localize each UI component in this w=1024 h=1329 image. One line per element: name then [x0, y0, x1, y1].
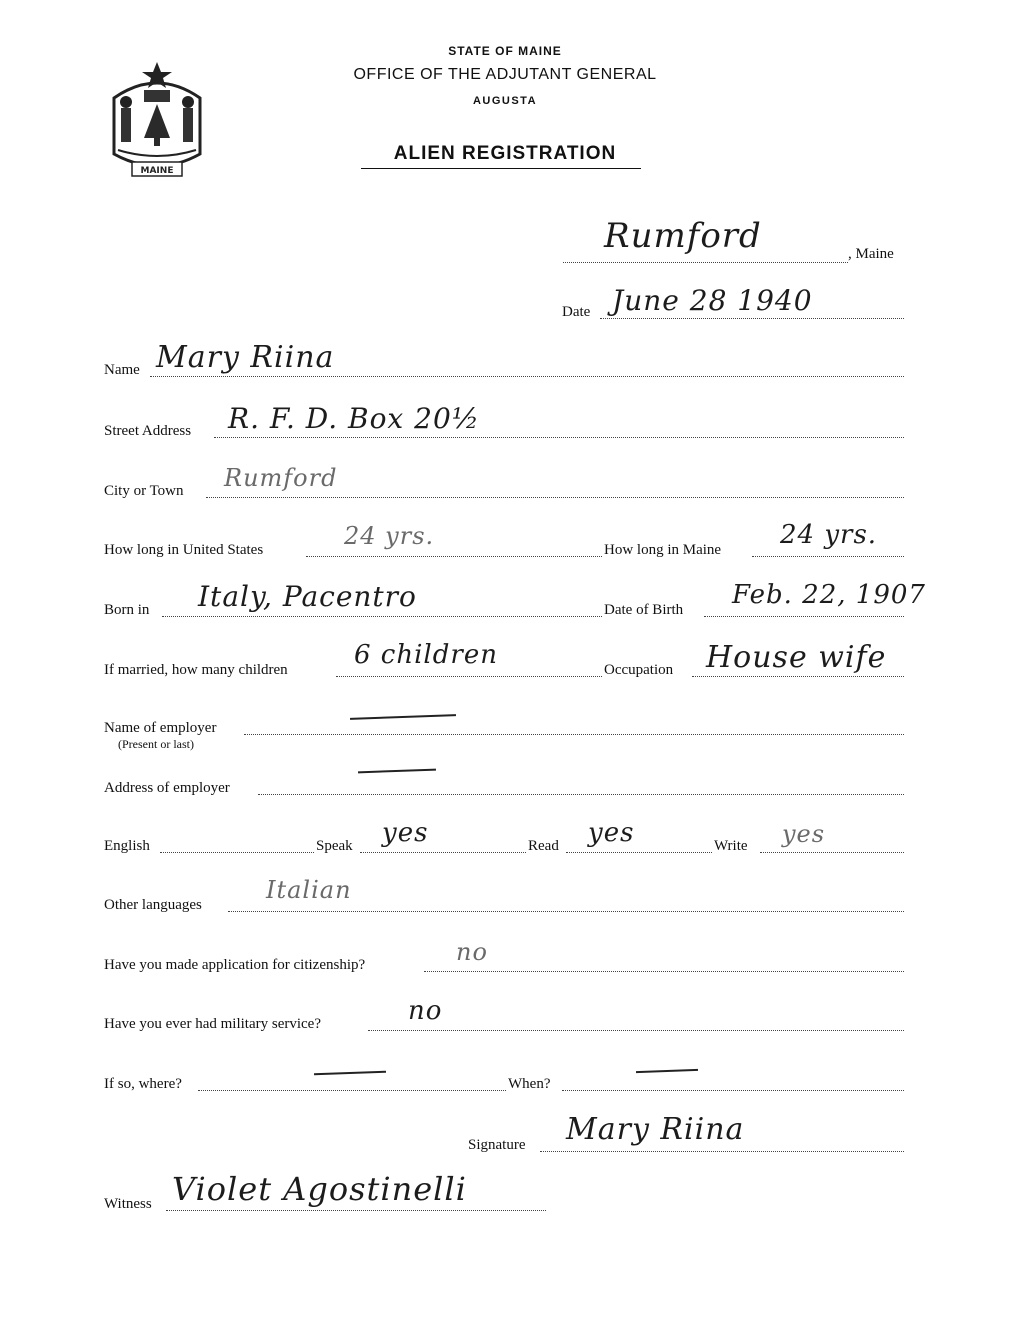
how-long-us-line: [306, 556, 602, 557]
citizenship-label: Have you made application for citizenship?: [104, 957, 366, 973]
name-line: [150, 376, 904, 377]
if-so-where-label: If so, where?: [104, 1076, 182, 1092]
read-entry[interactable]: yes: [588, 818, 635, 848]
speak-line: [360, 852, 526, 853]
speak-label: Speak: [316, 838, 353, 854]
how-long-maine-entry[interactable]: 24 yrs.: [780, 520, 878, 550]
date-entry[interactable]: June 28 1940: [612, 284, 813, 317]
signature-label: Signature: [468, 1137, 526, 1153]
military-label: Have you ever had military service?: [104, 1016, 321, 1032]
occupation-label: Occupation: [604, 662, 674, 678]
date-of-birth-line: [704, 616, 904, 617]
children-line: [336, 676, 602, 677]
military-line: [368, 1030, 904, 1031]
date-of-birth-entry[interactable]: Feb. 22, 1907: [732, 580, 926, 610]
occupation-entry[interactable]: House wife: [706, 640, 887, 675]
english-line: [160, 852, 314, 853]
occupation-line: [692, 676, 904, 677]
witness-line: [166, 1210, 546, 1211]
employer-name-dash[interactable]: [350, 714, 456, 720]
born-in-entry[interactable]: Italy, Pacentro: [198, 580, 417, 613]
witness-entry[interactable]: Violet Agostinelli: [172, 1170, 467, 1208]
date-label: Date: [562, 304, 591, 320]
employer-name-sublabel: (Present or last): [118, 737, 194, 751]
maine-label: , Maine: [848, 246, 894, 262]
title-underline: [361, 168, 641, 169]
svg-text:MAINE: MAINE: [140, 166, 174, 176]
employer-name-label: Name of employer: [104, 720, 217, 736]
write-line: [760, 852, 904, 853]
state-seal-icon: [104, 58, 210, 182]
employer-address-label: Address of employer: [104, 780, 230, 796]
citizenship-entry[interactable]: no: [456, 938, 488, 966]
street-address-entry[interactable]: R. F. D. Box 20½: [228, 402, 480, 435]
signature-entry[interactable]: Mary Riina: [566, 1112, 745, 1147]
signature-line: [540, 1151, 904, 1152]
how-long-us-label: How long in United States: [104, 542, 264, 558]
city-line: [206, 497, 904, 498]
date-line: [600, 318, 904, 319]
write-entry[interactable]: yes: [782, 820, 826, 848]
english-label: English: [104, 838, 150, 854]
header-state: STATE OF MAINE: [448, 44, 562, 58]
how-long-maine-line: [752, 556, 904, 557]
children-entry[interactable]: 6 children: [354, 640, 498, 670]
place-line: [563, 262, 848, 263]
header-city: AUGUSTA: [472, 95, 538, 107]
children-label: If married, how many children: [104, 662, 288, 678]
write-label: Write: [714, 838, 748, 854]
employer-address-line: [258, 794, 904, 795]
if-so-where-line: [198, 1090, 506, 1091]
header-office: OFFICE OF THE ADJUTANT GENERAL: [353, 66, 657, 83]
where-dash[interactable]: [314, 1071, 386, 1076]
street-address-line: [214, 437, 904, 438]
street-address-label: Street Address: [104, 423, 192, 439]
other-languages-label: Other languages: [104, 897, 202, 913]
witness-label: Witness: [104, 1196, 152, 1212]
employer-name-line: [244, 734, 904, 735]
when-line: [562, 1090, 904, 1091]
when-dash[interactable]: [636, 1069, 698, 1073]
city-entry[interactable]: Rumford: [224, 464, 338, 492]
born-in-label: Born in: [104, 602, 150, 618]
when-label: When?: [508, 1076, 551, 1092]
military-entry[interactable]: no: [408, 996, 443, 1026]
name-label: Name: [104, 362, 140, 378]
citizenship-line: [424, 971, 904, 972]
place-entry[interactable]: Rumford: [604, 216, 762, 256]
how-long-us-entry[interactable]: 24 yrs.: [344, 522, 435, 550]
form-title: ALIEN REGISTRATION: [393, 143, 617, 164]
name-entry[interactable]: Mary Riina: [156, 340, 335, 375]
city-label: City or Town: [104, 483, 184, 499]
date-of-birth-label: Date of Birth: [604, 602, 684, 618]
other-languages-line: [228, 911, 904, 912]
speak-entry[interactable]: yes: [382, 818, 429, 848]
how-long-maine-label: How long in Maine: [604, 542, 722, 558]
employer-address-dash[interactable]: [358, 769, 436, 774]
born-in-line: [162, 616, 602, 617]
other-languages-entry[interactable]: Italian: [266, 876, 352, 904]
read-label: Read: [528, 838, 559, 854]
read-line: [566, 852, 712, 853]
